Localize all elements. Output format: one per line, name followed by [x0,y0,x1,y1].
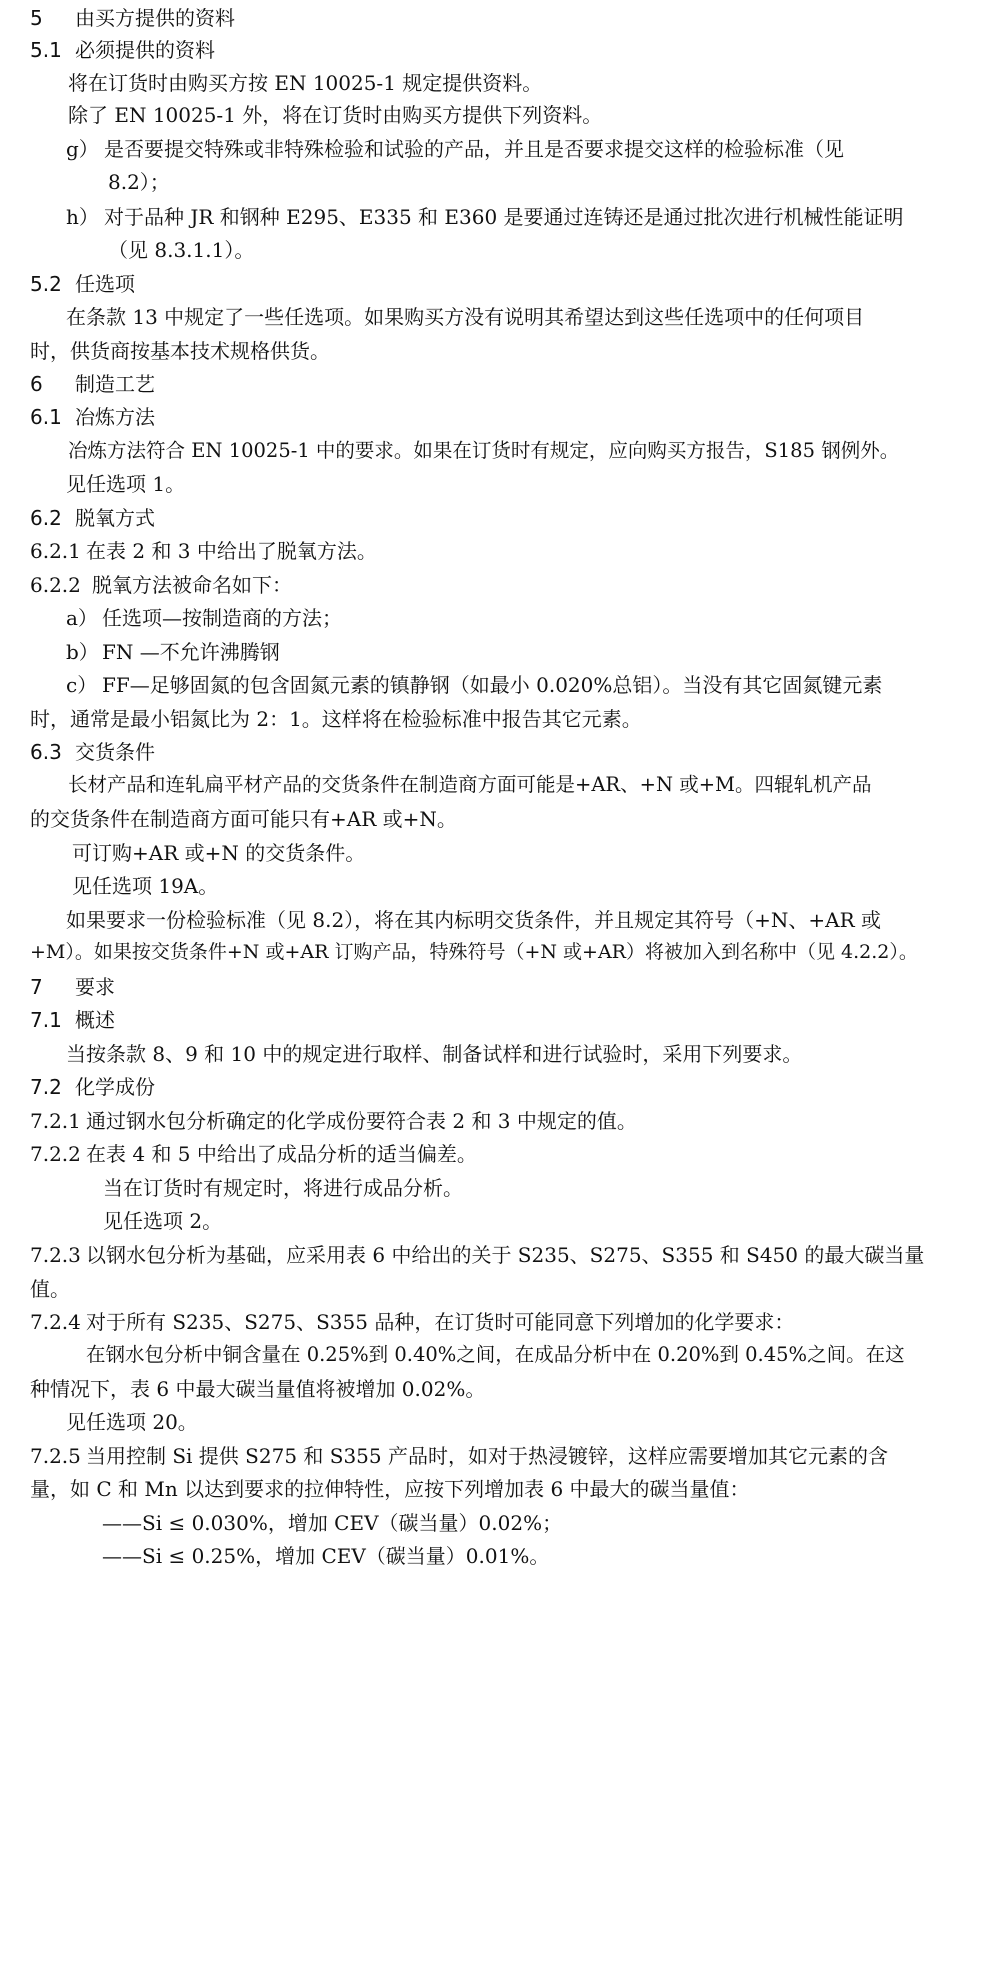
numbered-clause [30,575,292,595]
list-item-text: 是否要提交特殊或非特殊检验和试验的产品，并且是否要求提交这样的检验标准（见 [104,137,844,161]
clause-number: 7.2.3 [30,1243,81,1267]
paragraph: 见任选项 20。 [66,1410,198,1434]
paragraph: 如果要求一份检验标准（见 8.2），将在其内标明交货条件，并且规定其符号（+N、+AR 或 [66,908,882,932]
list-item-text: 任选项—按制造商的方法； [102,606,342,630]
list-item-text: （见 8.3.1.1）。 [108,238,255,262]
clause-number: 6.2.2 [30,573,81,597]
section-title: 要求 [75,975,115,999]
paragraph: 当在订货时有规定时，将进行成品分析。 [103,1176,463,1200]
section-number: 6 [30,372,43,396]
section-number: 7.2 [30,1075,62,1099]
clause-number: 6.2.1 [30,539,81,563]
numbered-clause [30,541,377,561]
section-6-2-heading [30,508,155,528]
section-title: 化学成份 [75,1075,155,1099]
section-5-heading [30,8,235,28]
clause-text: 以钢水包分析为基础，应采用表 6 中给出的关于 S235、S275、S355 和 S450 的最大碳当量 [86,1243,925,1267]
list-item-label: h） [66,205,99,229]
section-number: 7 [30,975,43,999]
list-item-label: b） [66,640,99,664]
section-7-2-heading [30,1077,155,1097]
numbered-clause [30,1312,794,1332]
section-title: 制造工艺 [75,372,155,396]
list-item-label: a） [66,606,98,630]
numbered-clause [30,1111,637,1131]
section-6-1-heading [30,407,155,427]
section-5-1-heading [30,40,215,60]
numbered-clause [30,1245,924,1265]
paragraph: 可订购+AR 或+N 的交货条件。 [72,841,366,865]
clause-number: 7.2.5 [30,1444,81,1468]
paragraph: 冶炼方法符合 EN 10025-1 中的要求。如果在订货时有规定，应向购买方报告，S185 钢例外。 [68,439,900,462]
section-number: 6.2 [30,506,62,530]
paragraph: 将在订货时由购买方按 EN 10025-1 规定提供资料。 [68,71,543,95]
clause-number: 7.2.1 [30,1109,81,1133]
clause-text: 在表 2 和 3 中给出了脱氧方法。 [86,539,377,563]
paragraph: 种情况下，表 6 中最大碳当量值将被增加 0.02%。 [30,1377,486,1401]
section-title: 交货条件 [75,740,155,764]
paragraph: 见任选项 2。 [103,1209,223,1233]
clause-text: 通过钢水包分析确定的化学成份要符合表 2 和 3 中规定的值。 [86,1109,637,1133]
list-item-text: 时，通常是最小铝氮比为 2：1。这样将在检验标准中报告其它元素。 [30,707,642,731]
section-7-1-heading [30,1010,115,1030]
paragraph: 的交货条件在制造商方面可能只有+AR 或+N。 [30,807,457,831]
clause-text: 量，如 C 和 Mn 以达到要求的拉伸特性，应按下列增加表 6 中最大的碳当量值： [30,1477,750,1501]
section-7-heading [30,977,115,997]
section-title: 由买方提供的资料 [75,6,235,30]
section-5-2-heading [30,274,135,294]
paragraph: 见任选项 19A。 [72,874,219,898]
section-title: 脱氧方式 [75,506,155,530]
section-6-heading [30,374,155,394]
paragraph: 在条款 13 中规定了一些任选项。如果购买方没有说明其希望达到这些任选项中的任何项目 [66,305,865,329]
clause-text: 对于所有 S235、S275、S355 品种，在订货时可能同意下列增加的化学要求： [86,1310,795,1334]
clause-number: 7.2.4 [30,1310,81,1334]
dash-list-item: ——Si ≤ 0.030%，增加 CEV（碳当量）0.02%； [102,1511,563,1535]
list-item-label: g） [66,137,99,161]
section-title: 概述 [75,1008,115,1032]
paragraph: 除了 EN 10025-1 外，将在订货时由购买方提供下列资料。 [68,103,603,127]
section-number: 6.3 [30,740,62,764]
numbered-clause [30,1446,888,1466]
clause-text: 在表 4 和 5 中给出了成品分析的适当偏差。 [86,1142,477,1166]
section-number: 5.2 [30,272,62,296]
section-number: 5 [30,6,43,30]
clause-text: 当用控制 Si 提供 S275 和 S355 产品时，如对于热浸镀锌，这样应需要增加其它元素的含 [86,1444,888,1468]
section-title: 冶炼方法 [75,405,155,429]
section-number: 5.1 [30,38,62,62]
paragraph: 长材产品和连轧扁平材产品的交货条件在制造商方面可能是+AR、+N 或+M。四辊轧机产品 [68,773,872,796]
section-title: 必须提供的资料 [75,38,215,62]
paragraph: +M）。如果按交货条件+N 或+AR 订购产品，特殊符号（+N 或+AR）将被加入到名称中（见 4.2.2）。 [30,941,918,963]
section-number: 7.1 [30,1008,62,1032]
paragraph: 当按条款 8、9 和 10 中的规定进行取样、制备试样和进行试验时，采用下列要求。 [66,1042,803,1066]
list-item-text: FN —不允许沸腾钢 [102,640,280,664]
list-item-text: 8.2）； [108,170,170,194]
section-number: 6.1 [30,405,62,429]
section-title: 任选项 [75,272,135,296]
list-item-label: c） [66,673,98,697]
clause-text: 值。 [30,1277,70,1301]
clause-number: 7.2.2 [30,1142,81,1166]
section-6-3-heading [30,742,155,762]
numbered-clause [30,1144,477,1164]
list-item-text: 对于品种 JR 和钢种 E295、E335 和 E360 是要通过连铸还是通过批次进行机械性能证明 [104,205,904,229]
clause-text: 脱氧方法被命名如下： [92,573,292,597]
paragraph: 时，供货商按基本技术规格供货。 [30,339,330,363]
paragraph: 见任选项 1。 [66,472,186,496]
list-item-text: FF—足够固氮的包含固氮元素的镇静钢（如最小 0.020%总铝）。当没有其它固氮键元素 [102,673,883,697]
dash-list-item: ——Si ≤ 0.25%，增加 CEV（碳当量）0.01%。 [102,1544,550,1568]
paragraph: 在钢水包分析中铜含量在 0.25%到 0.40%之间，在成品分析中在 0.20%到 0.45%之间。在这 [86,1343,905,1366]
